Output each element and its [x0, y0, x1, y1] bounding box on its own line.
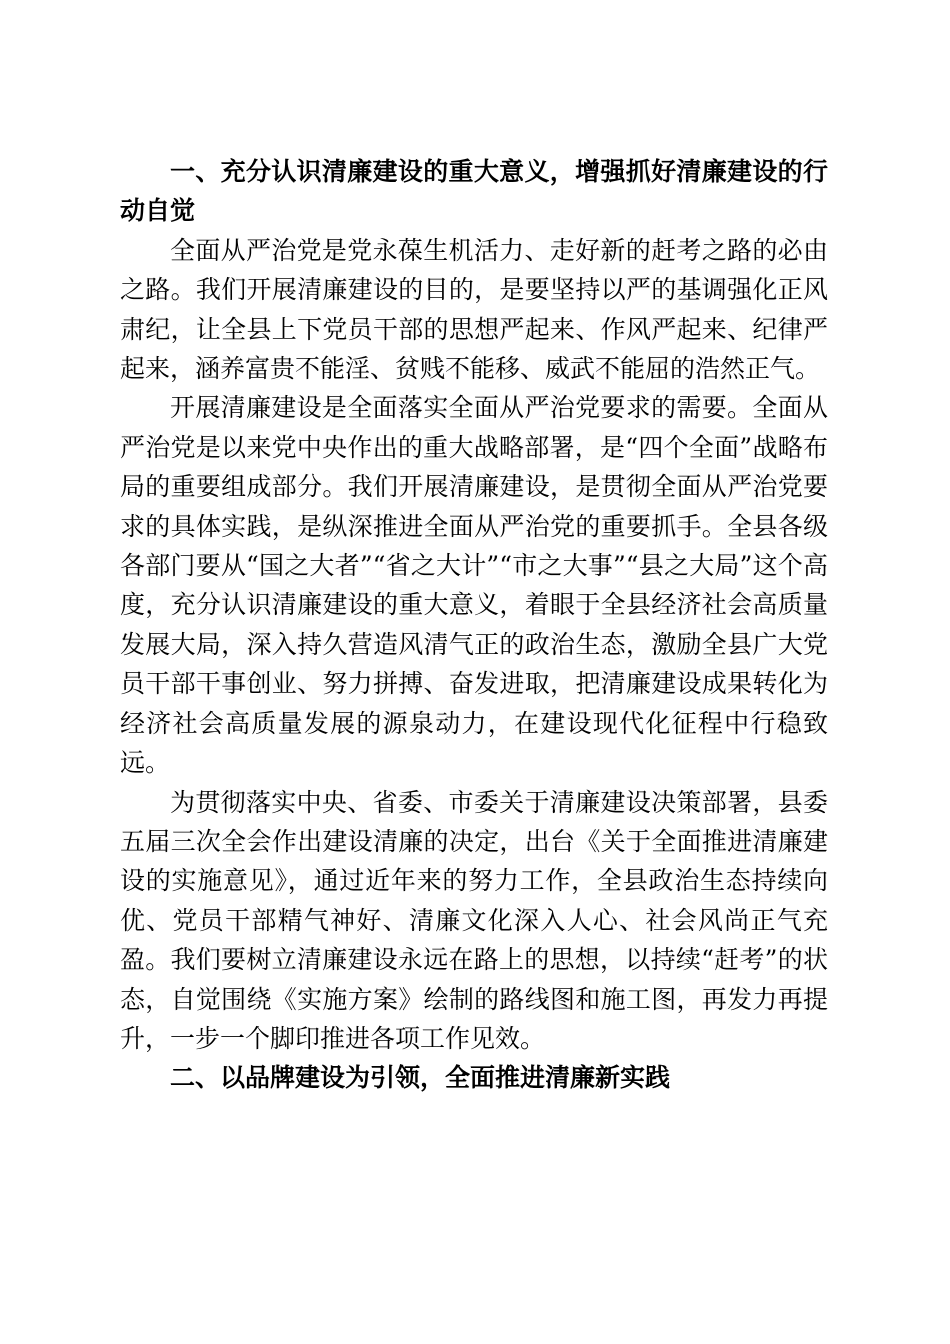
paragraph-3: 为贯彻落实中央、省委、市委关于清廉建设决策部署，县委五届三次全会作出建设清廉的决定，出台《关于全面推进清廉建设的实施意见》，通过近年来的努力工作，全县政治生态持续向优、党员干部精气神好、清廉文化深入人心、社会风尚正气充盈。我们要树立清廉建设永远在路上的思想，以持续“赶考”的状态，自觉围绕《实施方案》绘制的路线图和施工图，再发力再提升，一步一个脚印推进各项工作见效。: [120, 787, 828, 1053]
document-page: [120, 152, 828, 1098]
section-heading-2: 二、以品牌建设为引领，全面推进清廉新实践: [170, 1063, 671, 1093]
paragraph-1: 全面从严治党是党永葆生机活力、走好新的赶考之路的必由之路。我们开展清廉建设的目的，是要坚持以严的基调强化正风肃纪，让全县上下党员干部的思想严起来、作风严起来、纪律严起来，涵养富贵不能淫、贫贱不能移、威武不能屈的浩然正气。: [120, 235, 828, 384]
section-heading-1: 一、充分认识清廉建设的重大意义，增强抓好清廉建设的行动自觉: [120, 157, 828, 226]
paragraph-2: 开展清廉建设是全面落实全面从严治党要求的需要。全面从严治党是以来党中央作出的重大战略部署，是“四个全面”战略布局的重要组成部分。我们开展清廉建设，是贯彻全面从严治党要求的具体实践，是纵深推进全面从严治党的重要抓手。全县各级各部门要从“国之大者”“省之大计”“市之大事”“县之大局”这个高度，充分认识清廉建设的重大意义，着眼于全县经济社会高质量发展大局，深入持久营造风清气正的政治生态，激励全县广大党员干部干事创业、努力拼搏、奋发进取，把清廉建设成果转化为经济社会高质量发展的源泉动力，在建设现代化征程中行稳致远。: [120, 393, 828, 778]
